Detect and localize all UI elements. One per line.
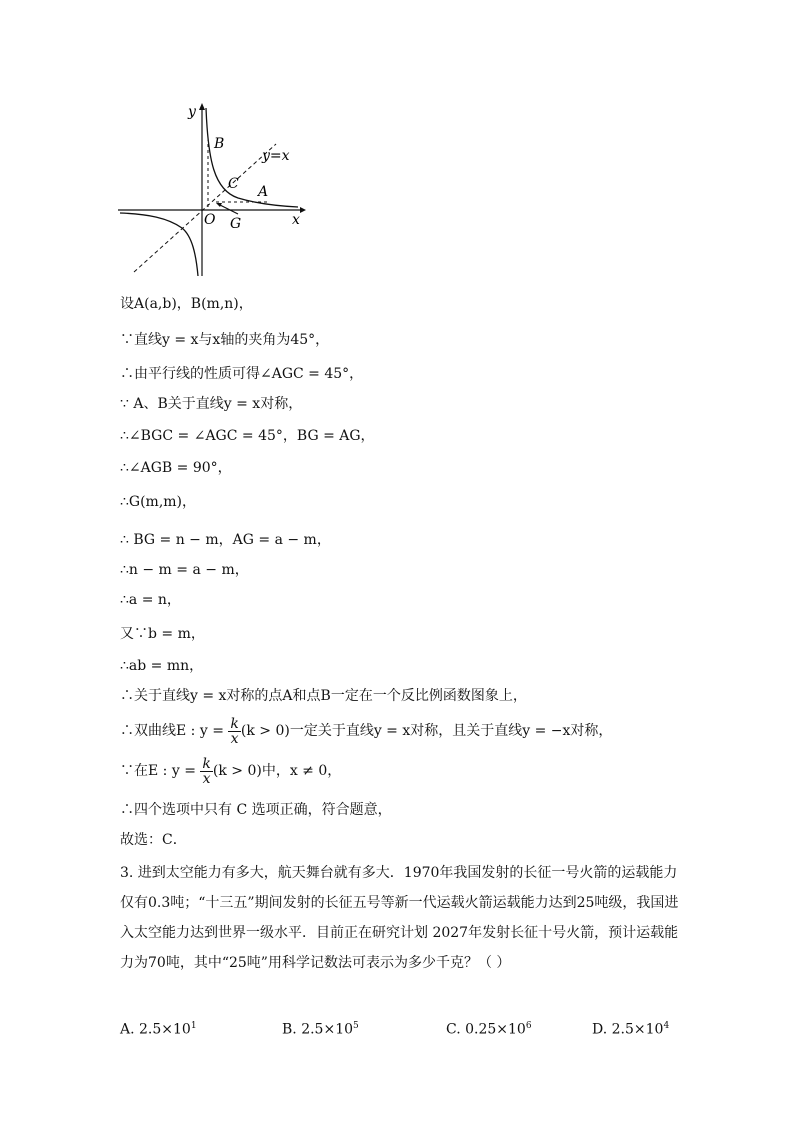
label-point-b: B	[214, 136, 225, 152]
hyperbola-line	[120, 716, 612, 746]
option-c-mantissa: 0.25×10	[465, 1021, 526, 1038]
solution-line-10: ∴a = n，	[120, 592, 181, 608]
label-point-a: A	[258, 184, 269, 200]
hyperbola-fraction	[228, 717, 240, 746]
hyperbola-branch-left	[120, 213, 198, 276]
label-point-g: G	[230, 216, 242, 232]
domain-line-suffix: (k > 0)中，x ≠ 0，	[212, 763, 342, 779]
solution-line-2: ∵直线y = x与x轴的夹角为45°，	[120, 332, 330, 348]
option-d-exponent: 4	[663, 1021, 670, 1031]
solution-line-1: 设A(a,b)，B(m,n)，	[120, 296, 253, 312]
solution-line-3: ∴由平行线的性质可得∠AGC = 45°，	[120, 366, 364, 382]
option-b-mantissa: 2.5×10	[301, 1021, 354, 1038]
domain-line-prefix: ∵在E : y =	[120, 763, 201, 779]
option-a[interactable]	[120, 1016, 197, 1040]
solution-line-9: ∴n − m = a − m，	[120, 562, 249, 578]
label-x-axis: x	[292, 212, 300, 228]
option-c[interactable]	[446, 1016, 532, 1040]
solution-line-12: ∴ab = mn，	[120, 658, 204, 674]
solution-line-11: 又∵b = m，	[120, 626, 205, 642]
question-text: 3. 进到太空能力有多大，航天舞台就有多大．1970年我国发射的长征一号火箭的运载能力仅有0.3吨；“十三五”期间发射的长征五号等新一代运载火箭运载能力达到25吨级，我国进入太空能力达到世界一级水平．目前正在研究计划 2027年发射长征十号火箭，预计运载能力为70吨，其中“25吨”用科学记数法可表示为多少千克？（ ）	[120, 865, 679, 971]
option-a-letter: A.	[120, 1021, 135, 1038]
g-pointer-line	[218, 204, 238, 214]
option-c-exponent: 6	[525, 1021, 532, 1031]
line-y-equals-x	[134, 144, 276, 272]
solution-line-13: ∴关于直线y = x对称的点A和点B一定在一个反比例函数图象上，	[120, 688, 527, 704]
label-line: y=x	[262, 148, 290, 164]
domain-fraction-denominator: x	[202, 770, 211, 787]
label-point-c: C	[228, 176, 239, 192]
hyperbola-fraction-denominator: x	[230, 730, 239, 747]
conclusion-line-1: ∴四个选项中只有 C 选项正确，符合题意，	[120, 802, 392, 818]
solution-line-7: ∴G(m,m)，	[120, 494, 197, 510]
option-d[interactable]	[592, 1016, 669, 1040]
option-b-letter: B.	[282, 1021, 297, 1038]
x-axis-arrow	[300, 207, 306, 213]
option-d-letter: D.	[592, 1021, 608, 1038]
domain-line	[120, 756, 341, 786]
hyperbola-fraction-numerator: k	[230, 715, 239, 732]
solution-line-6: ∴∠AGB = 90°，	[120, 460, 232, 476]
option-d-mantissa: 2.5×10	[611, 1021, 664, 1038]
domain-fraction	[200, 757, 212, 786]
domain-fraction-numerator: k	[202, 755, 211, 772]
solution-line-4: ∵ A、B关于直线y = x对称，	[120, 396, 303, 412]
option-b[interactable]	[282, 1016, 359, 1040]
y-axis-arrow	[199, 103, 205, 110]
hyperbola-line-prefix: ∴双曲线E : y =	[120, 723, 229, 739]
option-a-exponent: 1	[190, 1021, 197, 1031]
option-a-mantissa: 2.5×10	[139, 1021, 191, 1038]
hyperbola-line-suffix: (k > 0)一定关于直线y = x对称，且关于直线y = −x对称，	[240, 723, 613, 739]
solution-line-8: ∴ BG = n − m，AG = a − m，	[120, 532, 331, 548]
coordinate-figure	[118, 100, 308, 280]
label-origin: O	[204, 212, 216, 228]
label-y-axis: y	[188, 104, 196, 120]
option-b-exponent: 5	[353, 1021, 359, 1031]
solution-line-5: ∴∠BGC = ∠AGC = 45°，BG = AG，	[120, 428, 375, 444]
option-c-letter: C.	[446, 1021, 461, 1038]
conclusion-line-2: 故选：C．	[120, 832, 187, 848]
